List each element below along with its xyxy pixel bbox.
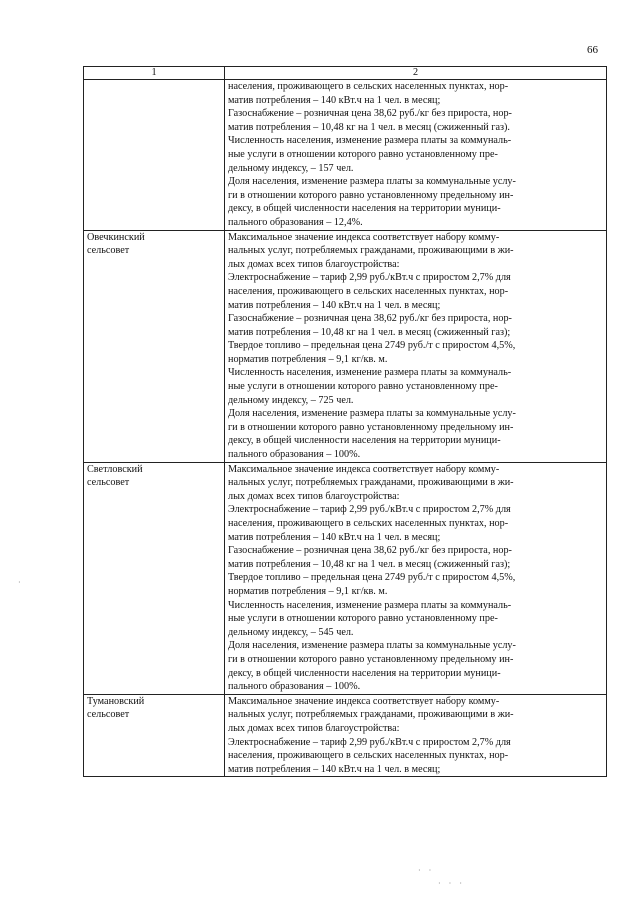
text-line: населения, проживающего в сельских населенных пунктах, нор- xyxy=(228,81,509,92)
text-line: пального образования – 100%. xyxy=(228,681,361,693)
text-line: Электроснабжение – тариф 2,99 руб./кВт.ч с приростом 2,7% для xyxy=(228,504,511,516)
description-paragraph xyxy=(228,366,603,407)
description-paragraph xyxy=(228,544,603,571)
text-line: Доля населения, изменение размера платы за коммунальные услу- xyxy=(228,176,516,188)
text-line: дельному индексу, – 545 чел. xyxy=(228,626,354,638)
description-paragraph xyxy=(228,463,603,504)
scan-artifact: · xyxy=(18,578,24,587)
text-line: Максимальное значение индекса соответствует набору комму- xyxy=(228,695,500,707)
municipality-cell xyxy=(84,462,225,694)
municipality-name-line: Светловский xyxy=(87,463,143,475)
text-line: Максимальное значение индекса соответствует набору комму- xyxy=(228,463,500,475)
description-paragraph xyxy=(228,571,603,598)
text-line: Твердое топливо – предельная цена 2749 руб./т с приростом 4,5%, xyxy=(228,340,516,352)
text-line: Газоснабжение – розничная цена 38,62 руб./кг без прироста, нор- xyxy=(228,108,512,120)
column-header-2: 2 xyxy=(225,67,607,80)
description-cell xyxy=(225,462,607,694)
municipality-name-line: сельсовет xyxy=(87,477,130,489)
municipality-cell xyxy=(84,230,225,462)
text-line: Электроснабжение – тариф 2,99 руб./кВт.ч с приростом 2,7% для xyxy=(228,736,511,748)
description-paragraph xyxy=(228,407,603,461)
text-line: ги в отношении которого равно установленному предельному ин- xyxy=(228,189,514,201)
description-cell xyxy=(225,694,607,777)
text-line: населения, проживающего в сельских населенных пунктах, нор- xyxy=(228,285,509,297)
description-paragraph xyxy=(228,271,603,312)
description-paragraph xyxy=(228,175,603,229)
column-header-1: 1 xyxy=(84,67,225,80)
text-line: ные услуги в отношении которого равно установленному пре- xyxy=(228,613,498,625)
text-line: дельному индексу, – 725 чел. xyxy=(228,394,354,406)
table-body xyxy=(84,80,607,777)
text-line: Численность населения, изменение размера платы за коммуналь- xyxy=(228,599,512,611)
text-line: нальных услуг, потребляемых гражданами, проживающими в жи- xyxy=(228,245,514,257)
description-paragraph xyxy=(228,107,603,134)
text-line: ги в отношении которого равно установленному предельному ин- xyxy=(228,653,514,665)
page-number: 66 xyxy=(587,44,598,56)
text-line: Численность населения, изменение размера платы за коммуналь- xyxy=(228,135,512,147)
table-header-row xyxy=(84,67,607,80)
municipality-name-line: сельсовет xyxy=(87,709,130,721)
description-cell xyxy=(225,230,607,462)
text-line: матив потребления – 140 кВт.ч на 1 чел. в месяц; xyxy=(228,94,441,106)
text-line: дельному индексу, – 157 чел. xyxy=(228,162,354,174)
description-paragraph xyxy=(228,312,603,339)
text-line: лых домах всех типов благоустройства: xyxy=(228,490,400,502)
text-line: пального образования – 12,4%. xyxy=(228,216,363,228)
text-line: Твердое топливо – предельная цена 2749 руб./т с приростом 4,5%, xyxy=(228,572,516,584)
text-line: Максимальное значение индекса соответствует набору комму- xyxy=(228,231,500,243)
scan-artifact: · · xyxy=(418,866,435,875)
text-line: ные услуги в отношении которого равно установленному пре- xyxy=(228,381,498,393)
municipality-cell xyxy=(84,80,225,231)
text-line: Электроснабжение – тариф 2,99 руб./кВт.ч с приростом 2,7% для xyxy=(228,272,511,284)
text-line: дексу, в общей численности населения на территории муници- xyxy=(228,435,501,447)
text-line: лых домах всех типов благоустройства: xyxy=(228,258,400,270)
text-line: Газоснабжение – розничная цена 38,62 руб./кг без прироста, нор- xyxy=(228,545,512,557)
description-paragraph xyxy=(228,80,603,107)
text-line: норматив потребления – 9,1 кг/кв. м. xyxy=(228,585,388,597)
text-line: дексу, в общей численности населения на территории муници- xyxy=(228,667,501,679)
text-line: дексу, в общей численности населения на территории муници- xyxy=(228,203,501,215)
text-line: пального образования – 100%. xyxy=(228,449,361,461)
description-paragraph xyxy=(228,503,603,544)
description-paragraph xyxy=(228,736,603,777)
text-line: нальных услуг, потребляемых гражданами, проживающими в жи- xyxy=(228,477,514,489)
table-row xyxy=(84,230,607,462)
table-row xyxy=(84,694,607,777)
text-line: Газоснабжение – розничная цена 38,62 руб./кг без прироста, нор- xyxy=(228,313,512,325)
municipality-name-line: Тумановский xyxy=(87,695,145,707)
text-line: матив потребления – 140 кВт.ч на 1 чел. в месяц; xyxy=(228,531,441,543)
description-paragraph xyxy=(228,695,603,736)
municipality-name-line: Овечкинский xyxy=(87,231,145,243)
municipality-cell xyxy=(84,694,225,777)
text-line: лых домах всех типов благоустройства: xyxy=(228,722,400,734)
text-line: ги в отношении которого равно установленному предельному ин- xyxy=(228,421,514,433)
text-line: населения, проживающего в сельских населенных пунктах, нор- xyxy=(228,518,509,529)
municipality-name-line: сельсовет xyxy=(87,245,130,257)
description-paragraph xyxy=(228,639,603,693)
text-line: матив потребления – 140 кВт.ч на 1 чел. в месяц; xyxy=(228,763,441,775)
text-line: матив потребления – 10,48 кг на 1 чел. в месяц (сжиженный газ); xyxy=(228,326,511,338)
text-line: нальных услуг, потребляемых гражданами, проживающими в жи- xyxy=(228,709,514,721)
text-line: матив потребления – 10,48 кг на 1 чел. в месяц (сжиженный газ). xyxy=(228,121,510,133)
text-line: Численность населения, изменение размера платы за коммуналь- xyxy=(228,367,512,379)
description-paragraph xyxy=(228,231,603,272)
text-line: ные услуги в отношении которого равно установленному пре- xyxy=(228,148,498,160)
text-line: населения, проживающего в сельских населенных пунктах, нор- xyxy=(228,750,509,762)
text-line: матив потребления – 140 кВт.ч на 1 чел. в месяц; xyxy=(228,299,441,311)
text-line: матив потребления – 10,48 кг на 1 чел. в месяц (сжиженный газ); xyxy=(228,558,511,570)
tariff-table xyxy=(83,66,607,777)
text-line: норматив потребления – 9,1 кг/кв. м. xyxy=(228,353,388,365)
description-paragraph xyxy=(228,339,603,366)
text-line: Доля населения, изменение размера платы за коммунальные услу- xyxy=(228,408,516,420)
scan-artifact: · · · xyxy=(438,879,465,888)
text-line: Доля населения, изменение размера платы за коммунальные услу- xyxy=(228,640,516,652)
description-paragraph xyxy=(228,134,603,175)
description-paragraph xyxy=(228,599,603,640)
table-row xyxy=(84,80,607,231)
description-cell xyxy=(225,80,607,231)
table-row xyxy=(84,462,607,694)
